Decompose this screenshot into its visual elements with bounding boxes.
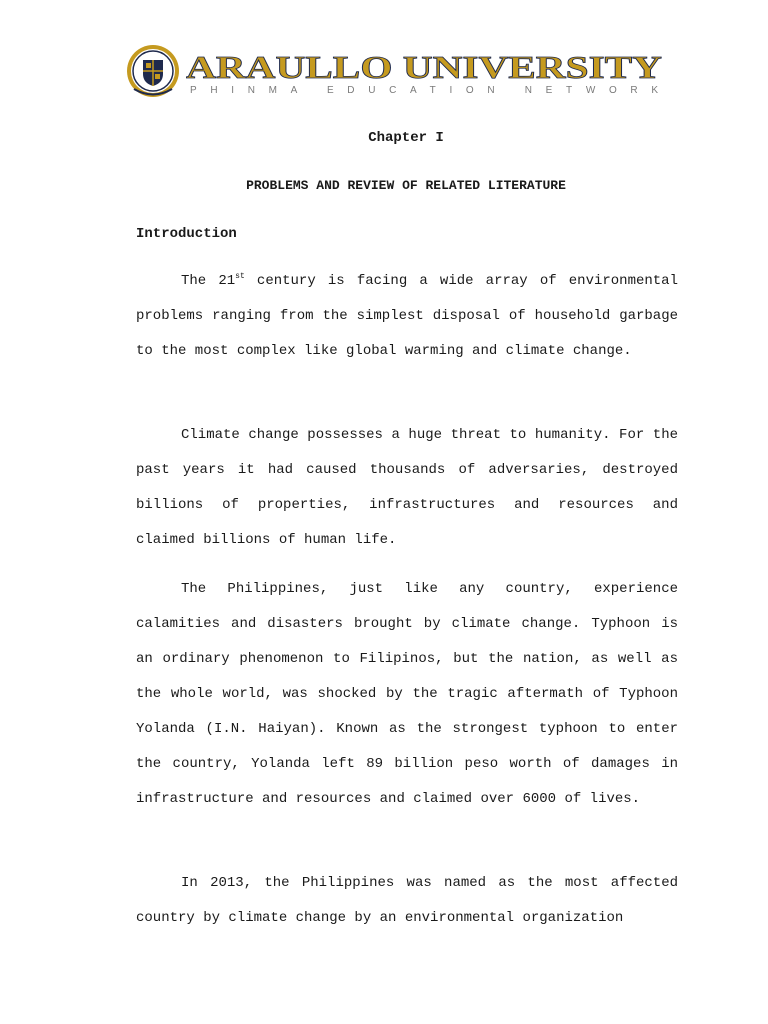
chapter-heading: Chapter I	[368, 130, 444, 146]
university-header	[126, 44, 662, 98]
introduction-heading: Introduction	[136, 226, 237, 242]
paragraph-climate-threat: Climate change possesses a huge threat to humanity. For the past years it had caused thousands of adversaries, destroyed billions of properties, infrastructures and resources and claimed billions of human life.	[136, 427, 678, 548]
paragraph-philippines-yolanda: The Philippines, just like any country, experience calamities and disasters brought by climate change. Typhoon is an ordinary phenomenon to Filipinos, but the nation, as well as the whole world, was shocked by the tragic aftermath of Typhoon Yolanda (I.N. Haiyan). Known as the strongest typhoon to enter the country, Yolanda left 89 billion peso worth of damages in infrastructure and resources and claimed over 6000 of lives.	[136, 581, 678, 807]
logo-name: ARAULLO UNIVERSITY	[186, 49, 662, 85]
paragraph-2013: In 2013, the Philippines was named as the most affected country by climate change by an environmental organization	[136, 875, 678, 926]
paragraph-intro: The 21st century is facing a wide array of environmental problems ranging from the simplest disposal of household garbage to the most complex like global warming and climate change.	[136, 272, 678, 359]
chapter-title: PROBLEMS AND REVIEW OF RELATED LITERATURE	[246, 178, 566, 193]
logo-subtitle: PHINMA EDUCATION NETWORK	[190, 85, 658, 96]
university-seal-icon	[126, 44, 180, 98]
university-wordmark	[186, 48, 662, 96]
